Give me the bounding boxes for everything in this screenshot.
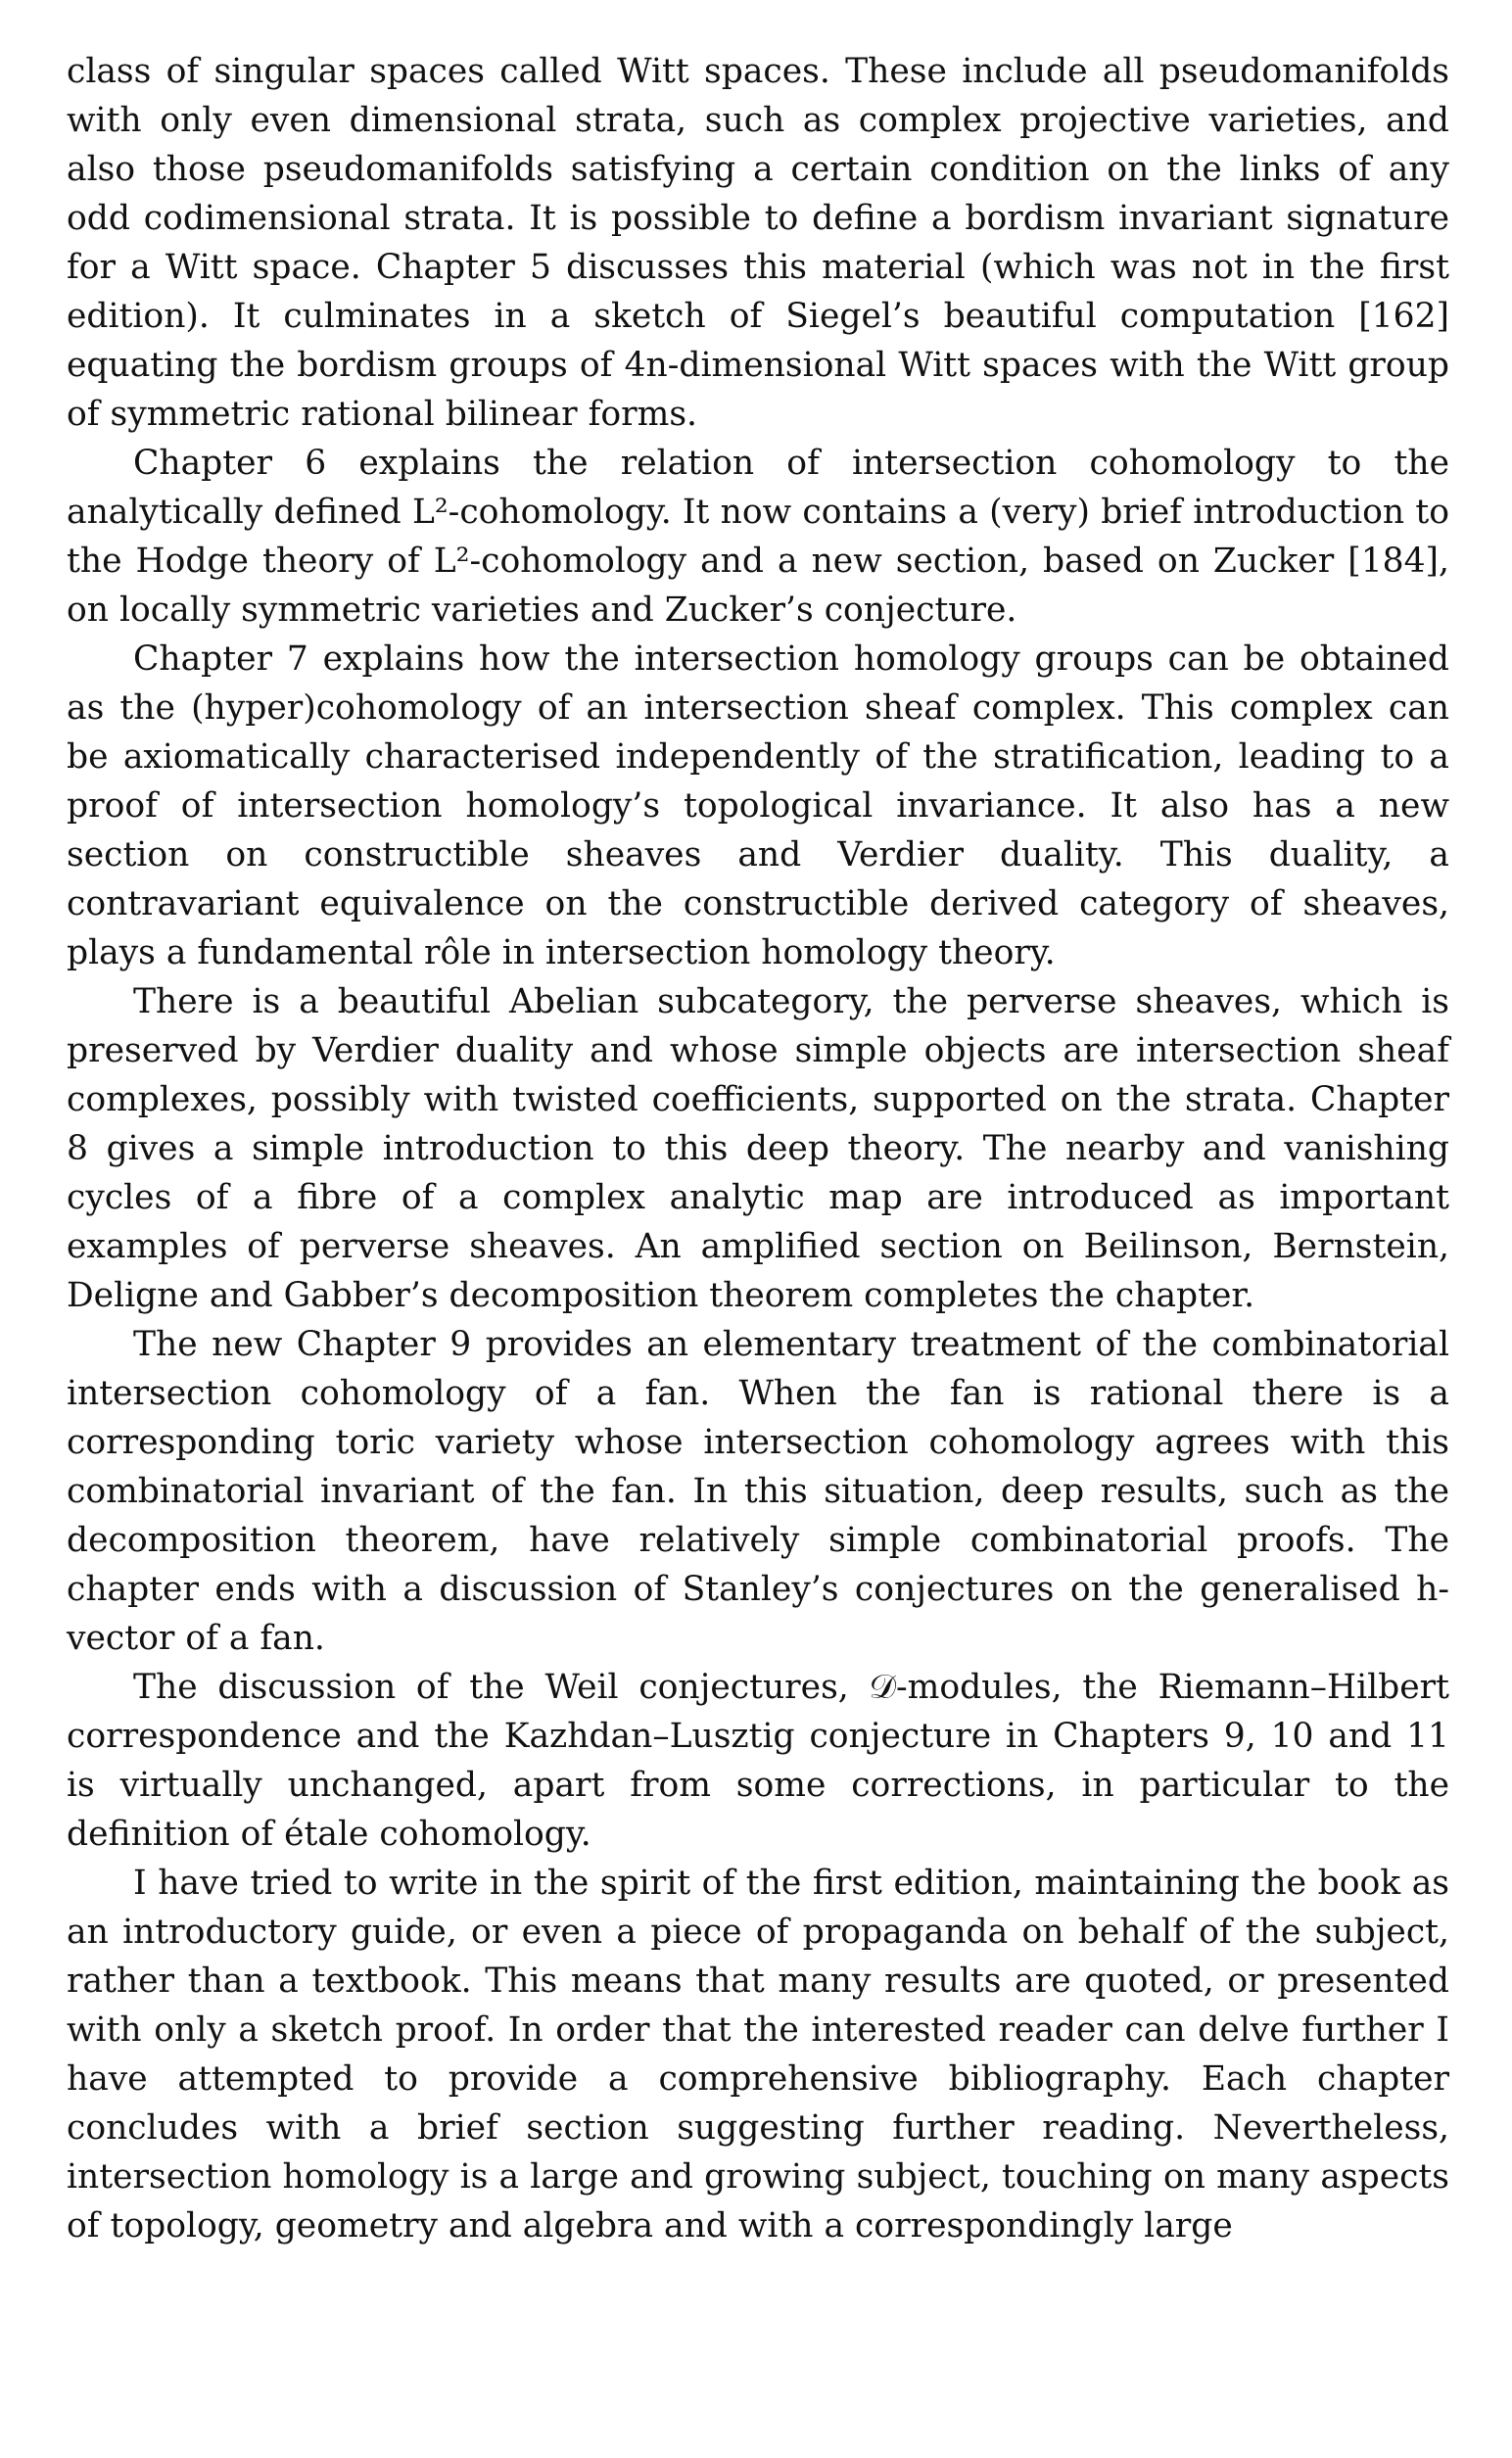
paragraph-perverse-sheaves: There is a beautiful Abelian subcategory, the perverse sheaves, which is preserved by Verdier duality and whose simple objects are intersection sheaf complexes, possibly with twisted coefficients, supported on the strata. Chapter 8 gives a simple introduction to this deep theory. The nearby and vanishing cycles of a fibre of a complex analytic map are introduced as important examples of perverse sheaves. An amplified section on Beilinson, Bernstein, Deligne and Gabber’s decomposition theorem completes the chapter. — [67, 982, 1449, 1315]
paragraph-chapter-6: Chapter 6 explains the relation of intersection cohomology to the analytically defined L²-cohomology. It now contains a (very) brief introduction to the Hodge theory of L²-cohomology and a new section, based on Zucker [184], on locally symmetric varieties and Zucker’s conjecture. — [67, 444, 1449, 630]
page-body — [67, 47, 1449, 2250]
paragraph-chapter-7: Chapter 7 explains how the intersection homology groups can be obtained as the (hyper)cohomology of an intersection sheaf complex. This complex can be axiomatically characterised independently of the stratification, leading to a proof of intersection homology’s topological invariance. It also has a new section on constructible sheaves and Verdier duality. This duality, a contravariant equivalence on the constructible derived category of sheaves, plays a fundamental rôle in intersection homology theory. — [67, 639, 1449, 972]
paragraph-witt-spaces: class of singular spaces called Witt spaces. These include all pseudomanifolds with only even dimensional strata, such as complex projective varieties, and also those pseudomanifolds satisfying a certain condition on the links of any odd codimensional strata. It is possible to define a bordism invariant signature for a Witt space. Chapter 5 discusses this material (which was not in the first edition). It culminates in a sketch of Siegel’s beautiful computation [162] equating the bordism groups of 4n-dimensional Witt spaces with the Witt group of symmetric rational bilinear forms. — [67, 52, 1449, 434]
paragraph-spirit-of-first-edition: I have tried to write in the spirit of the first edition, maintaining the book as an introductory guide, or even a piece of propaganda on behalf of the subject, rather than a textbook. This means that many results are quoted, or presented with only a sketch proof. In order that the interested reader can delve further I have attempted to provide a comprehensive bibliography. Each chapter concludes with a brief section suggesting further reading. Nevertheless, intersection homology is a large and growing subject, touching on many aspects of topology, geometry and algebra and with a correspondingly large — [67, 1864, 1449, 2245]
paragraph-chapter-9: The new Chapter 9 provides an elementary treatment of the combinatorial intersection cohomology of a fan. When the fan is rational there is a corresponding toric variety whose intersection cohomology agrees with this combinatorial invariant of the fan. In this situation, deep results, such as the decomposition theorem, have relatively simple combinatorial proofs. The chapter ends with a discussion of Stanley’s conjectures on the generalised h-vector of a fan. — [67, 1325, 1449, 1658]
paragraph-weil-conjectures: The discussion of the Weil conjectures, 𝒟-modules, the Riemann–Hilbert correspondence and the Kazhdan–Lusztig conjecture in Chapters 9, 10 and 11 is virtually unchanged, apart from some corrections, in particular to the definition of étale cohomology. — [67, 1668, 1449, 1854]
